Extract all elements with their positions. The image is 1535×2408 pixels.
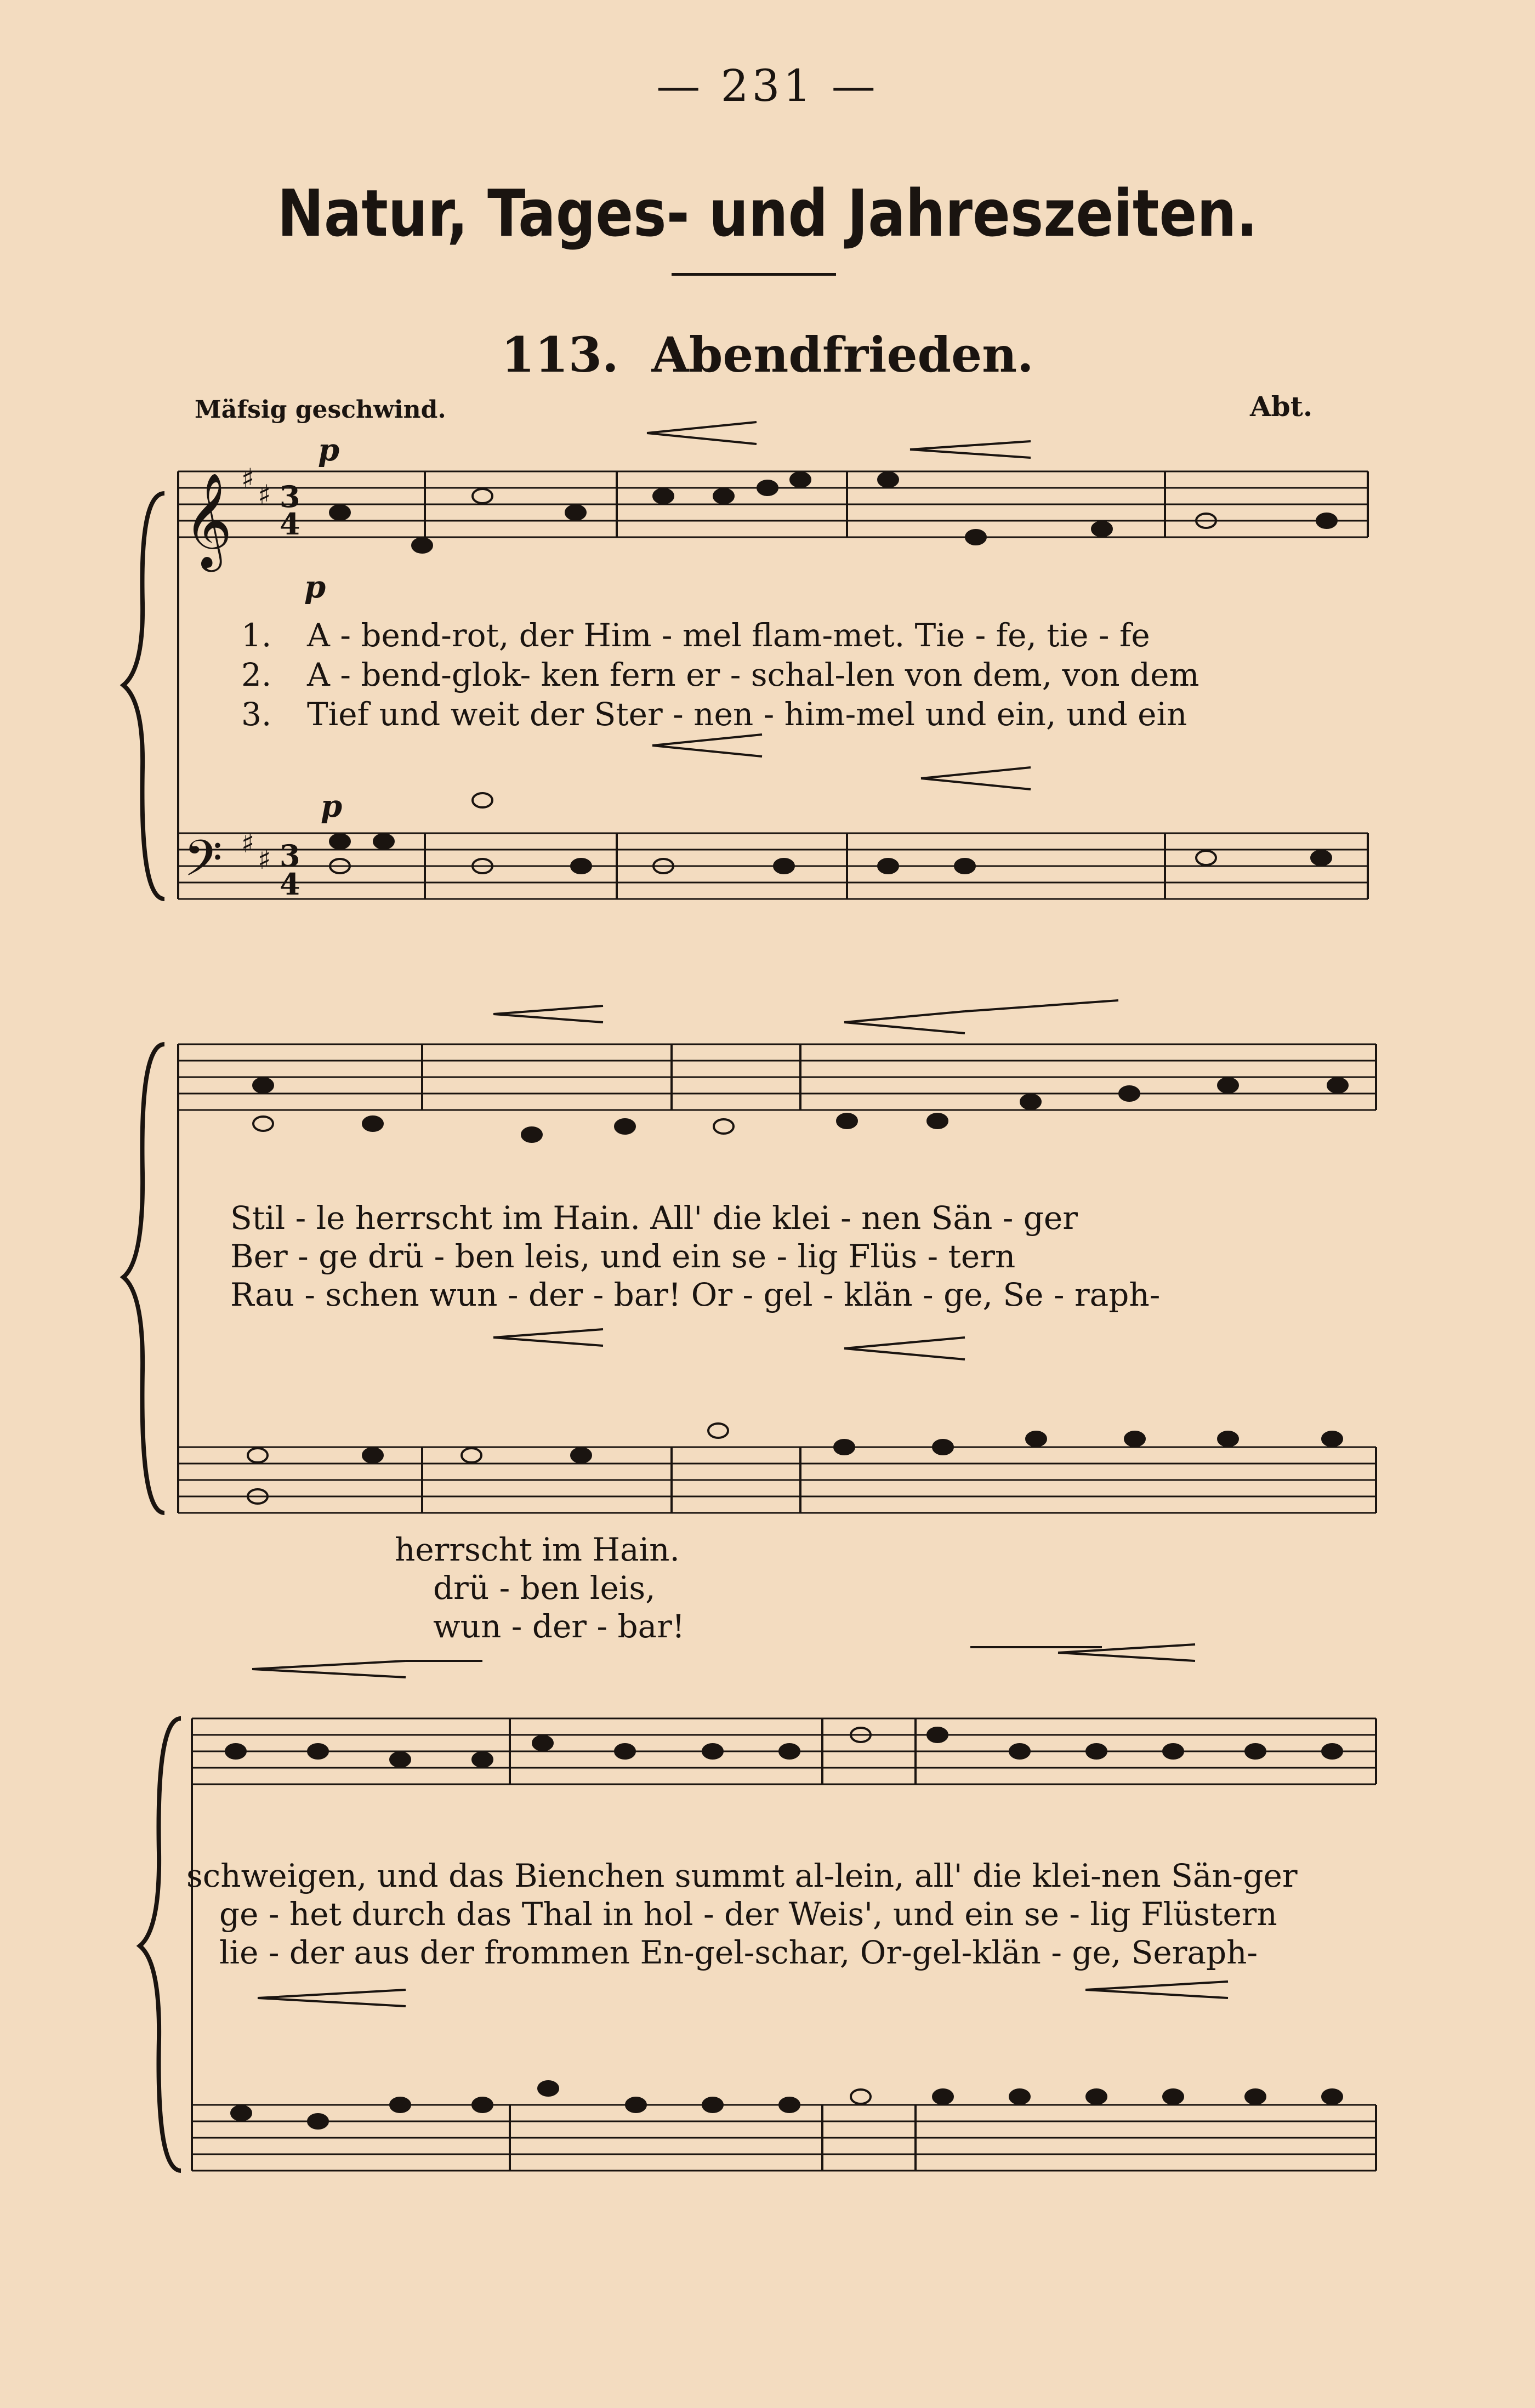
svg-text:4: 4	[280, 506, 300, 542]
lyric-line: Ber - ge drü - ben leis, und ein se - lig Flüs - tern	[230, 1238, 1016, 1275]
svg-text:♯: ♯	[258, 479, 271, 511]
system2-bass-staff	[178, 1447, 1376, 1513]
system3-bass-staff	[192, 2105, 1376, 2171]
lyric-tail: wun - der - bar!	[433, 1608, 685, 1645]
lyric-line: ge - het durch das Thal in hol - der Weis', und ein se - lig Flüstern	[219, 1895, 1277, 1933]
verse-number: 3.	[241, 696, 272, 733]
svg-text:4: 4	[280, 867, 300, 902]
svg-text:3: 3	[280, 838, 300, 873]
svg-text:p: p	[304, 569, 326, 605]
lyric-tail: herrscht im Hain.	[395, 1531, 680, 1568]
system3-brace	[140, 1718, 181, 2171]
system2-brace	[123, 1044, 164, 1513]
composer-name: Abt.	[1250, 390, 1313, 423]
svg-text:♯: ♯	[241, 827, 255, 859]
tempo-marking: Mäfsig geschwind.	[195, 396, 446, 424]
lyric-line: schweigen, und das Bienchen summt al-lein, all' die klei-nen Sän-ger	[186, 1857, 1298, 1894]
lyric-line: Rau - schen wun - der - bar! Or - gel - klän - ge, Se - raph-	[230, 1276, 1161, 1313]
bass-clef-icon: 𝄢	[184, 829, 223, 900]
svg-text:3: 3	[280, 479, 300, 514]
lyric-tail: drü - ben leis,	[433, 1569, 656, 1607]
song-number: 113.	[501, 326, 619, 383]
verse-number: 1.	[241, 617, 272, 654]
lyric-line: A - bend-glok- ken fern er - schal-len von dem, von dem	[307, 656, 1199, 693]
system1-brace	[123, 493, 164, 899]
lyric-line: lie - der aus der frommen En-gel-schar, Or-gel-klän - ge, Seraph-	[219, 1934, 1258, 1971]
lyric-line: Stil - le herrscht im Hain. All' die klei - nen Sän - ger	[230, 1199, 1078, 1237]
svg-text:♯: ♯	[258, 844, 271, 875]
svg-text:p: p	[321, 788, 343, 824]
treble-clef-icon: 𝄞	[184, 473, 232, 568]
page-number: — 231 —	[656, 60, 879, 111]
section-title: Natur, Tages- und Jahreszeiten.	[277, 175, 1258, 251]
song-title: Abendfrieden.	[651, 326, 1034, 383]
svg-text:♯: ♯	[241, 463, 255, 494]
verse-number: 2.	[241, 656, 272, 693]
system2-treble-staff	[178, 1044, 1376, 1110]
lyric-line: Tief und weit der Ster - nen - him-mel und ein, und ein	[307, 696, 1187, 733]
lyric-line: A - bend-rot, der Him - mel flam-met. Tie - fe, tie - fe	[307, 617, 1150, 654]
dynamic-piano-icon: p	[318, 432, 340, 468]
